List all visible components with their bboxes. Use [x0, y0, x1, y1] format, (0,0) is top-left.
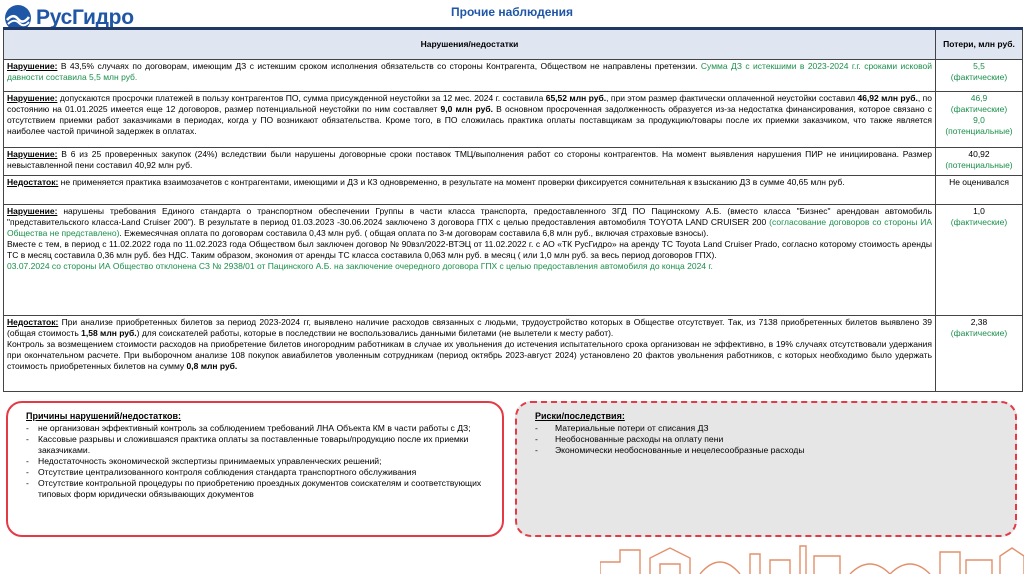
table-row: [4, 205, 1023, 316]
finding-text: Контроль за возмещением стоимости расходов на приобретение билетов иногородним работникам в случае их увольнения до истечения испытательного срока организован не эффективно, в 19% случаях отсутствовали удержания при окончательном расчете. При выборочном анализе 108 покупок авиабилетов уволенным сотрудникам (период октябрь 2023-август 2024) установлено 20 фактов увольнения работников, с которых необходимо было удержать стоимость приобретенных билетов на сумму: [7, 339, 932, 371]
finding-cell: [4, 316, 936, 392]
column-header-findings: Нарушения/недостатки: [4, 29, 936, 60]
finding-label: Нарушение:: [7, 206, 58, 216]
finding-text-highlight: (согласование договоров со стороны ИА Общества не представлено): [7, 217, 933, 238]
loss-cell: [936, 60, 1023, 92]
causes-list: [26, 423, 490, 500]
causes-box: [6, 401, 504, 537]
hydro-plant-decoration-icon: [600, 540, 1024, 574]
loss-value: 40,92: [968, 149, 990, 159]
loss-type: (фактические): [950, 104, 1008, 114]
risks-box: [515, 401, 1017, 537]
loss-type: (фактические): [950, 72, 1008, 82]
risks-title: Риски/последствия:: [535, 411, 625, 421]
finding-cell: [4, 205, 936, 316]
finding-amount: 65,52 млн руб.: [545, 93, 607, 103]
risks-list: [535, 423, 1003, 456]
finding-amount: 1,58 млн руб.: [81, 328, 137, 338]
finding-text: При анализе приобретенных билетов за период 2023-2024 гг, выявлено наличие расходов связанных с людьми, трудоустройство которых в Обществе отсутствует. Так, из 7138 приобретенных билетов выявлено 39 (общая стоимость: [7, 317, 932, 338]
list-item: - Экономически необоснованные и нецелесообразные расходы: [535, 445, 1003, 456]
finding-cell: [4, 60, 936, 92]
logo-text: РусГидро: [36, 6, 134, 29]
findings-table: [3, 27, 1023, 392]
table-row: [4, 60, 1023, 92]
loss-cell: [936, 148, 1023, 176]
loss-type: (потенциальные): [945, 126, 1013, 136]
loss-cell: [936, 176, 1023, 205]
table-row: [4, 92, 1023, 148]
finding-text: В 43,5% случаях по договорам, имеющим ДЗ с истекшим сроком исполнения обязательств со стороны Контрагента, Обществом не направлены претензии.: [57, 61, 701, 71]
loss-cell: [936, 205, 1023, 316]
causes-title: Причины нарушений/недостатков:: [26, 411, 181, 421]
finding-cell: [4, 176, 936, 205]
finding-cell: [4, 148, 936, 176]
finding-text: , при этом размер фактически оплаченной неустойки составил: [606, 93, 858, 103]
list-item: - Материальные потери от списания ДЗ: [535, 423, 1003, 434]
table-row: [4, 176, 1023, 205]
loss-value: 9,0: [973, 115, 985, 125]
table-row: [4, 316, 1023, 392]
finding-text: В 6 из 25 проверенных закупок (24%) вследствии были нарушены договорные сроки поставок ТМЦ/выполнения работ со стороны контрагентов. На момент выявления нарушения ПИР не инициирована. Размер невыставленной пени составил 40,92 млн руб.: [7, 149, 932, 170]
finding-label: Нарушение:: [7, 93, 58, 103]
finding-cell: [4, 92, 936, 148]
loss-type: (потенциальные): [945, 160, 1013, 170]
table-row: [4, 148, 1023, 176]
finding-text-highlight: Сумма ДЗ с истекшими в 2023-2024 г.г. сроками исковой давности составила 5,5 млн руб.: [7, 61, 932, 82]
list-item: - не организован эффективный контроль за соблюдением требований ЛНА Объекта КМ в части работы с ДЗ;: [26, 423, 490, 434]
finding-text: В основном просроченная задолженность образуется из-за недостатка финансирования, которое связано с отсутствием приемки работ заказчиками в периодах, когда у ПО возникают обязательства. Кроме того, в ПО сложилась практика оплаты поставщикам за продукцию/товары после их приемки заказчиком, что также является наиболее частой причиной задержек в оплатах.: [7, 104, 933, 136]
loss-value: 1,0: [973, 206, 985, 216]
finding-text: нарушены требования Единого стандарта о транспортном обеспечении Группы в части класса транспорта, предоставленного ЗГД ПО Пацинскому А.Б. (вместо класса "Бизнес" арендован автомобиль "представительского класса-Land Cruiser 200"). В результате в период 01.03.2023 -30.06.2024 заключено 3 договора ГПХ с целью предоставления автомобиля TOYOTA LAND CRUISER 200: [7, 206, 932, 227]
finding-text: допускаются просрочки платежей в пользу контрагентов ПО, сумма присужденной неустойки за 12 мес. 2024 г. составила: [57, 93, 546, 103]
loss-value: 46,9: [970, 93, 988, 103]
finding-text: ) для соискателей работы, которые в последствии не воспользовались данными билетами (не вылетели к месту работ).: [136, 328, 614, 338]
finding-text: не применяется практика взаимозачетов с контрагентами, имеющими и ДЗ и КЗ одновременно, в результате на момент проверки фиксируется сомнительная к взысканию ДЗ в сумме 40,65 млн руб.: [58, 177, 845, 187]
loss-cell: [936, 92, 1023, 148]
list-item: - Отсутствие контрольной процедуры по приобретению проездных документов соискателям и соответствующих типовых форм юридически обязывающих документов: [26, 478, 490, 500]
finding-text: Вместе с тем, в период с 11.02.2022 года по 11.02.2023 года Обществом был заключен договор № 90взл/2022-ВТЭЦ от 11.02.2022 г. с АО «ТК РусГидро» на аренду ТС Toyota Land Cruiser Prado, согласно которому стоимость аренды ТС в месяц составила 0,36 млн руб. без НДС. Таким образом, экономия от аренды ТС класса составила 0,063 млн руб. в месяц ( или 1,0 млн руб. за весь период договоров ГПХ).: [7, 239, 932, 260]
loss-value: 2,38: [970, 317, 988, 327]
list-item: - Недостаточность экономической экспертизы принимаемых управленческих решений;: [26, 456, 490, 467]
loss-type: (фактические): [950, 328, 1008, 338]
finding-text: . Ежемесячная оплата по договорам составила 0,43 млн руб. ( общая оплата по 3-м договорам составила 6,8 млн руб., включая страховые взносы).: [119, 228, 709, 238]
loss-cell: [936, 316, 1023, 392]
page-title: Прочие наблюдения: [450, 5, 573, 19]
column-header-losses: Потери, млн руб.: [936, 29, 1023, 60]
finding-label: Недостаток:: [7, 317, 59, 327]
loss-value: 5,5: [973, 61, 985, 71]
finding-label: Нарушение:: [7, 61, 58, 71]
finding-text: , по состоянию на 01.01.2025 имеется еще 12 договоров, размер потенциальной неустойки по ним составляет: [7, 93, 932, 114]
finding-label: Недостаток:: [7, 177, 59, 187]
finding-amount: 0,8 млн руб.: [186, 361, 238, 371]
list-item: - Необоснованные расходы на оплату пени: [535, 434, 1003, 445]
finding-amount: 9,0 млн руб.: [440, 104, 493, 114]
loss-value: Не оценивался: [949, 177, 1009, 187]
loss-type: (фактические): [950, 217, 1008, 227]
finding-amount: 46,92 млн руб.: [857, 93, 918, 103]
list-item: - Отсутствие централизованного контроля соблюдения стандарта транспортного обслуживания: [26, 467, 490, 478]
finding-text-highlight: 03.07.2024 со стороны ИА Общество отклонена СЗ № 2938/01 от Пацинского А.Б. на заключение очередного договора ГПХ с целью предоставления автомобиля до конца 2024 г.: [7, 261, 713, 271]
list-item: - Кассовые разрывы и сложившаяся практика оплаты за поставленные товары/продукцию после их приемки заказчиками.: [26, 434, 490, 456]
finding-label: Нарушение:: [7, 149, 58, 159]
